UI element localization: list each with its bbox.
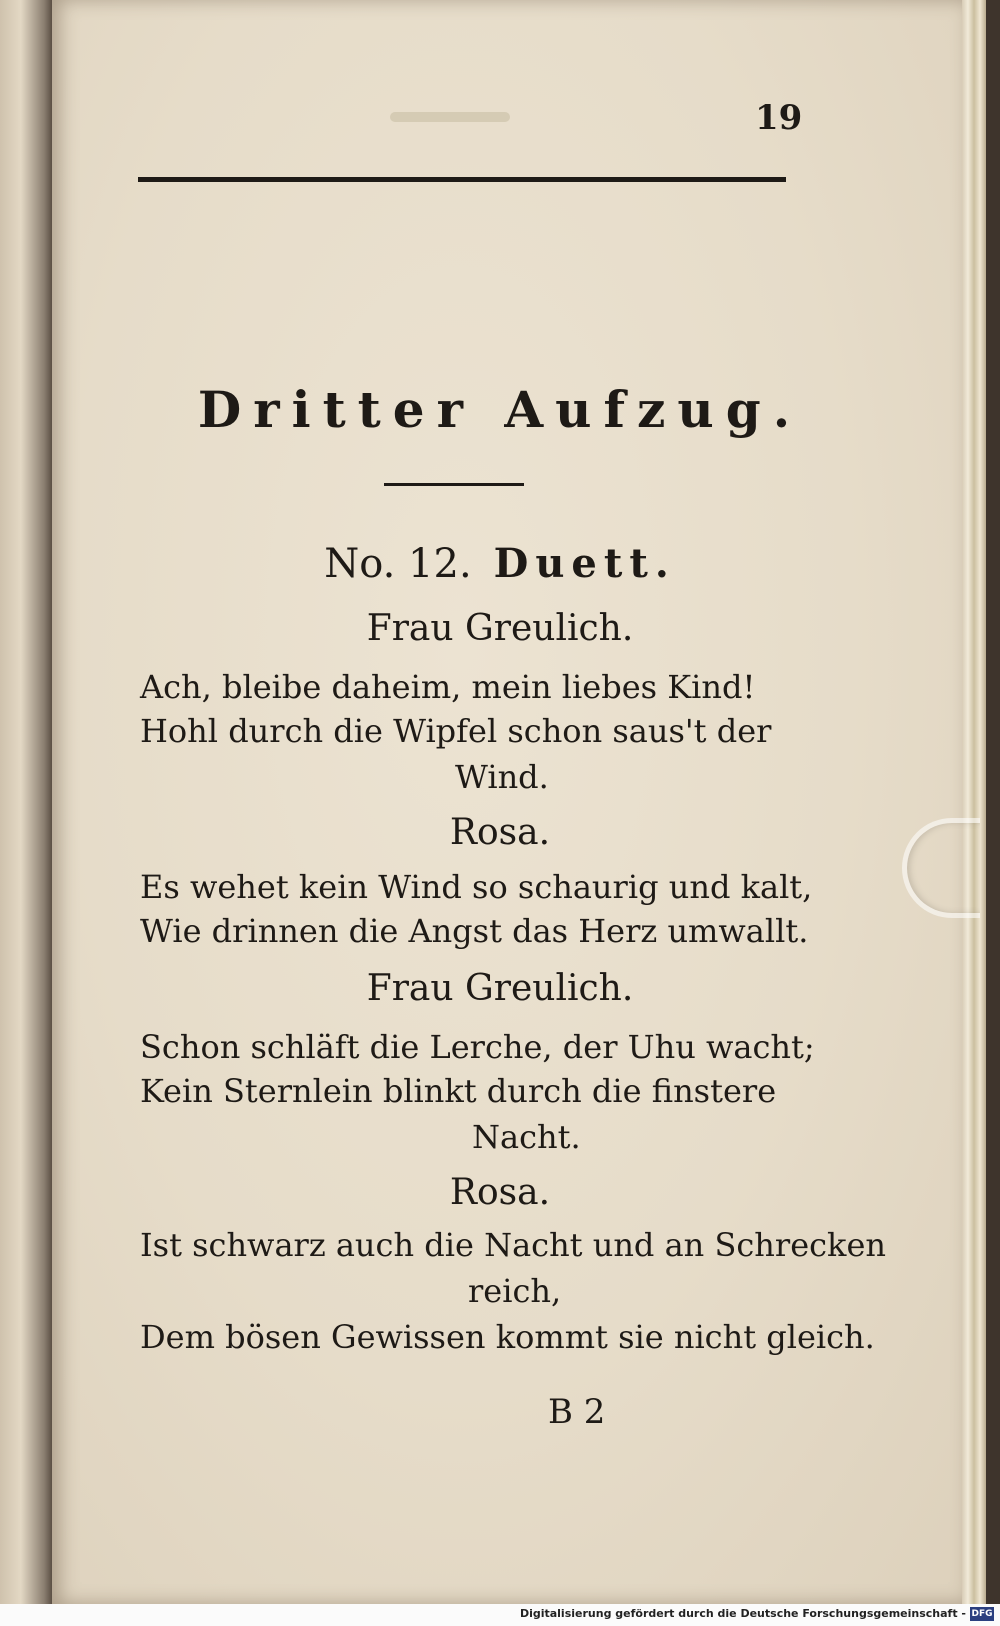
verse-line: Es wehet kein Wind so schaurig und kalt, bbox=[140, 868, 813, 906]
verse-line: Dem bösen Gewissen kommt sie nicht gleich. bbox=[140, 1318, 875, 1356]
speaker-name: Frau Greulich. bbox=[366, 608, 634, 649]
act-title: Dritter Aufzug. bbox=[197, 380, 803, 439]
verse-line: Ach, bleibe daheim, mein liebes Kind! bbox=[140, 668, 756, 706]
speaker-name: Rosa. bbox=[449, 812, 551, 853]
piece-heading bbox=[0, 540, 1000, 587]
verse-line: reich, bbox=[468, 1272, 562, 1310]
dfg-logo: DFG bbox=[971, 1609, 993, 1619]
funding-credit: Digitalisierung gefördert durch die Deutsche Forschungsgemeinschaft - bbox=[519, 1607, 966, 1620]
speaker-name: Frau Greulich. bbox=[366, 968, 634, 1009]
paper-stain bbox=[390, 112, 510, 122]
title-divider bbox=[384, 483, 524, 486]
page-stack-edges bbox=[962, 0, 986, 1604]
verse-line: Wind. bbox=[455, 758, 549, 796]
piece-title: Duett. bbox=[493, 540, 676, 587]
page-number: 19 bbox=[755, 98, 803, 138]
piece-number: No. 12. bbox=[324, 541, 472, 587]
verse-line: Nacht. bbox=[472, 1118, 581, 1156]
verse-line: Hohl durch die Wipfel schon saus't der bbox=[140, 712, 772, 750]
signature-mark: B 2 bbox=[548, 1392, 606, 1432]
page-paper bbox=[52, 0, 962, 1604]
verse-line: Ist schwarz auch die Nacht und an Schrecken bbox=[140, 1226, 886, 1264]
verse-line: Schon schläft die Lerche, der Uhu wacht; bbox=[140, 1028, 815, 1066]
verse-line: Kein Sternlein blinkt durch die finstere bbox=[140, 1072, 777, 1110]
verse-line: Wie drinnen die Angst das Herz umwallt. bbox=[140, 912, 809, 950]
header-rule bbox=[138, 177, 786, 182]
speaker-name: Rosa. bbox=[449, 1172, 551, 1213]
